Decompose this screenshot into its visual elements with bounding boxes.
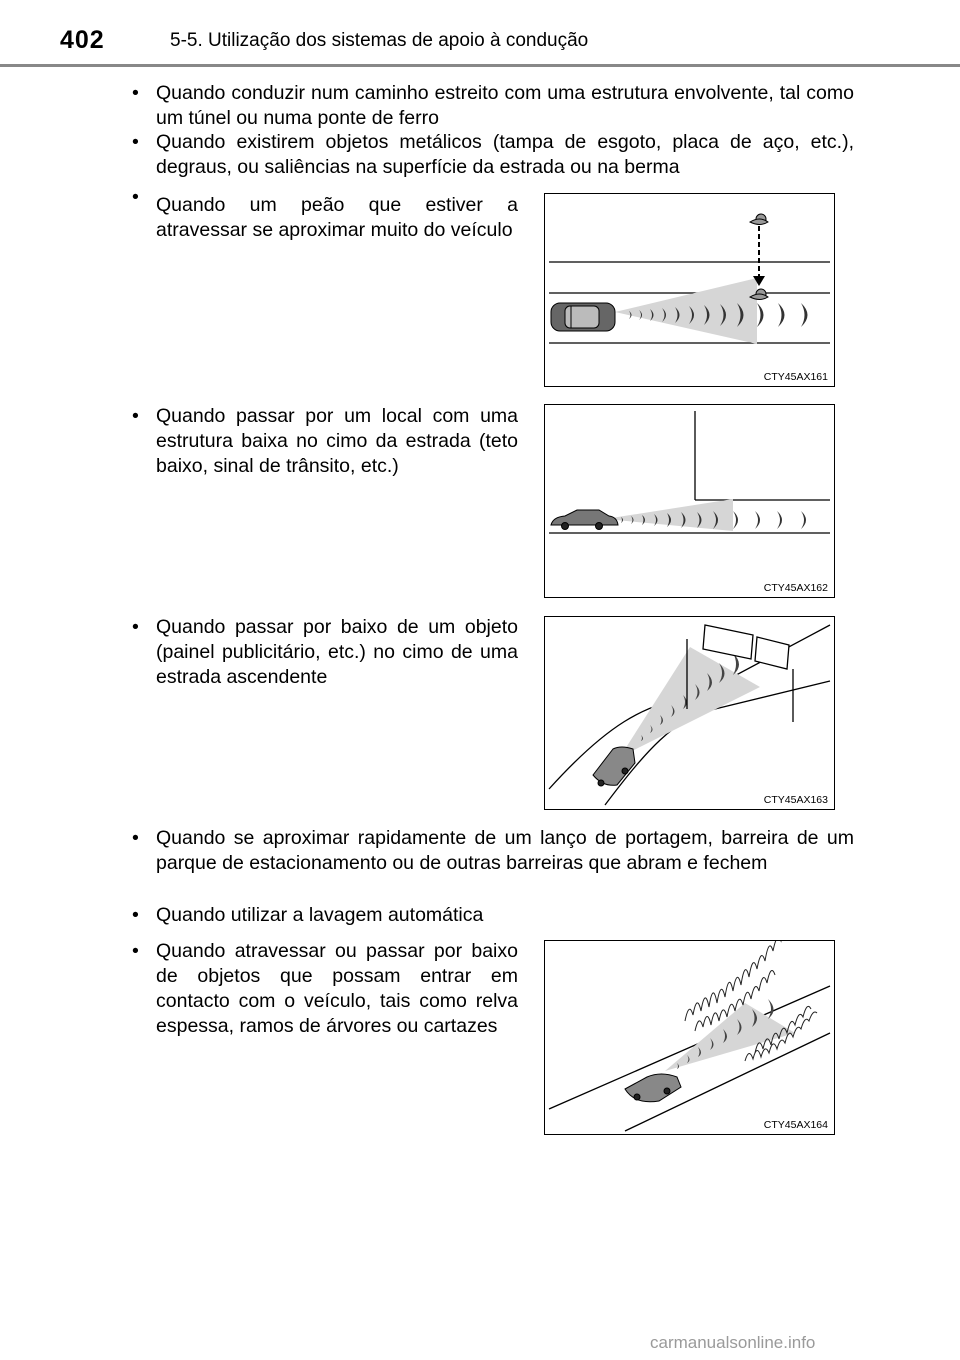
section-title: 5-5. Utilização dos sistemas de apoio à condução xyxy=(170,30,589,51)
list-item xyxy=(132,826,854,876)
page-number: 402 xyxy=(60,26,105,54)
bullet-text: Quando se aproximar rapidamente de um lanço de portagem, barreira de um parque de estacionamento ou de outras barreiras que abram e fechem xyxy=(156,827,854,874)
list-item xyxy=(132,939,518,1039)
figure-billboard-slope xyxy=(544,616,835,810)
figure-vegetation xyxy=(544,940,835,1135)
bullet-dot: • xyxy=(132,940,139,962)
bullet-dot: • xyxy=(132,131,139,153)
bullet-dot: • xyxy=(132,405,139,427)
bullet-text: Quando conduzir num caminho estreito com uma estrutura envolvente, tal como um túnel ou numa ponte de ferro xyxy=(156,82,854,129)
figure-low-structure xyxy=(544,404,835,598)
bullet-text: Quando utilizar a lavagem automática xyxy=(156,904,484,926)
bullet-text: Quando passar por baixo de um objeto (painel publicitário, etc.) no cimo de uma estrada ascendente xyxy=(156,616,518,688)
bullet-text: Quando passar por um local com uma estrutura baixa no cimo da estrada (teto baixo, sinal de trânsito, etc.) xyxy=(156,405,518,477)
figure-code: CTY45AX164 xyxy=(763,1119,828,1131)
car-perspective-icon xyxy=(625,1074,681,1102)
header-rule xyxy=(0,64,960,67)
car-perspective-icon xyxy=(593,747,635,786)
bullet-dot: • xyxy=(132,904,139,926)
figure-code: CTY45AX163 xyxy=(763,794,828,806)
billboard-illustration xyxy=(545,617,834,809)
figure-pedestrian xyxy=(544,193,835,387)
pedestrian-illustration xyxy=(545,194,834,386)
list-item xyxy=(132,615,518,690)
bullet-text: Quando atravessar ou passar por baixo de objetos que possam entrar em contacto com o veículo, tais como relva espessa, ramos de árvores ou cartazes xyxy=(156,940,518,1037)
low-structure-illustration xyxy=(545,405,834,597)
bullet-text: Quando existirem objetos metálicos (tampa de esgoto, placa de aço, etc.), degraus, ou saliências na superfície da estrada ou na berma xyxy=(156,131,854,178)
list-item xyxy=(132,903,854,928)
list-item xyxy=(132,130,854,180)
car-topview-icon xyxy=(551,303,615,331)
bullet-dot: • xyxy=(132,82,139,104)
watermark: carmanualsonline.info xyxy=(650,1333,816,1352)
page-header xyxy=(0,0,960,68)
list-item xyxy=(132,186,518,243)
vegetation-illustration xyxy=(545,941,834,1134)
figure-code: CTY45AX162 xyxy=(763,582,828,594)
list-item xyxy=(132,81,854,131)
car-side-icon xyxy=(551,510,618,530)
figure-code: CTY45AX161 xyxy=(763,371,828,383)
list-item xyxy=(132,404,518,479)
bullet-dot: • xyxy=(132,186,139,208)
bullet-dot: • xyxy=(132,827,139,849)
bullet-dot: • xyxy=(132,616,139,638)
bullet-text: Quando um peão que estiver a atravessar se aproximar muito do veículo xyxy=(156,194,518,241)
